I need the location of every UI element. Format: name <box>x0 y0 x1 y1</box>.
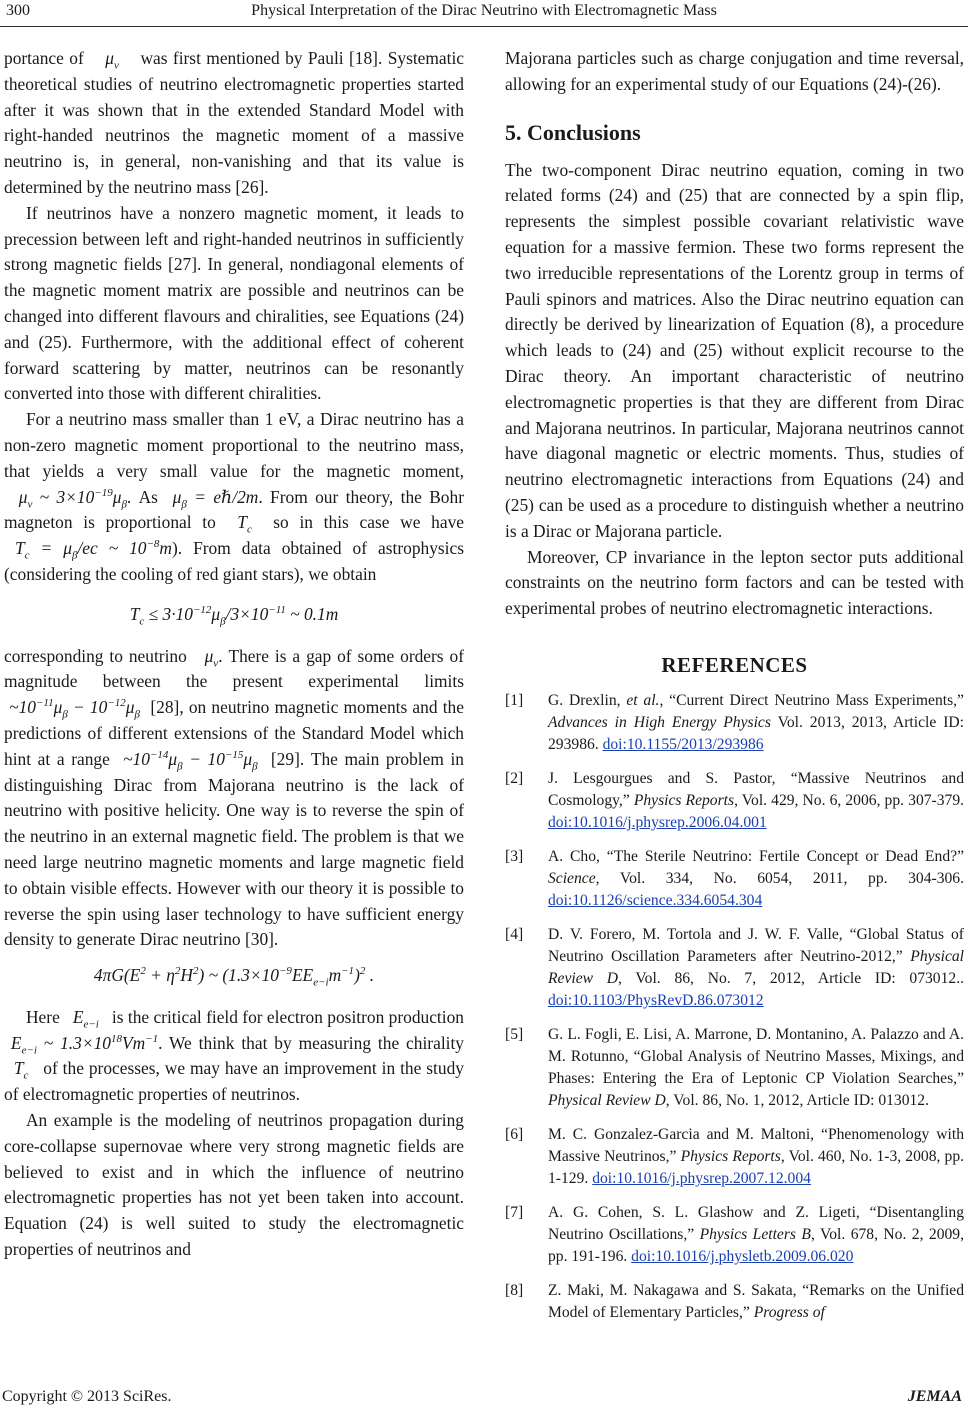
page-header <box>0 0 968 30</box>
equation-energy-density: $4\pi G(E^2 + \eta^2H^2)$ ~ $(1.3\times 10^{-9}EE_{e-i}m^{-1})^2$ . <box>93 965 375 989</box>
reference-text: Z. Maki, M. Nakagawa and S. Sakata, “Remarks on the Unified Model of Elementary Particles,” <box>548 1281 964 1321</box>
reference-text: , Vol. 86, No. 1, 2012, Article ID: 013012. <box>665 1091 929 1109</box>
paragraph: corresponding to neutrino $\mu_\nu$. There is a gap of some orders of magnitude between the present experimental limits $\sim 10^{-11}\mu_\beta - 10^{-12}\mu_\beta$ [28], on neutrino magnetic moments and the predictions of different extensions of the Standard Model which hint at a range $\sim 10^{-14}\mu_\beta - 10^{-15}\mu_\beta$ [29]. The main problem in distinguishing Dirac from Majorana neutrino is the lack of neutrino with positive helicity. One way is to reverse the spin of the neutrino in an external magnetic field. The problem is that we need large neutrino magnetic moments and large magnetic field to obtain visible effects. However with our theory it is possible to reverse the spin using laser technology to have sufficient energy density to generate Dirac neutrino [30]. <box>4 645 465 950</box>
reference-italic: Advances in High Energy Physics <box>548 713 771 731</box>
reference-text: , Vol. 334, No. 6054, 2011, pp. 304-306. <box>595 869 964 887</box>
reference-item <box>505 1202 964 1268</box>
reference-text: J. Lesgourgues and S. Pastor, “Massive Neutrinos and Cosmology,” <box>548 769 964 809</box>
reference-number: [1] <box>505 691 524 709</box>
reference-italic: Physical Review D <box>548 1091 666 1109</box>
reference-italic: Physics Reports <box>680 1147 781 1165</box>
reference-number: [2] <box>505 769 524 787</box>
reference-italic: et al. <box>626 691 660 709</box>
paragraph: The two-component Dirac neutrino equation, coming in two related forms (24) and (25) that are connected by a spin flip, represents the simplest possible covariant relativistic wave equation for a massive fermion. These two forms represent the two irreducible representations of the Lorentz group in terms of Pauli spinors and matrices. Also the Dirac neutrino equation can directly be derived by linearization of Equation (8), a procedure which leads to (24) and (25) without explicit recourse to the Dirac theory. An important characteristic of neutrino electromagnetic properties is that they are different from Dirac and Majorana neutrinos. In particular, Majorana neutrinos cannot have diagonal magnetic or electric moments. Thus, studies of neutrino electromagnetic interactions from Equations (24) and (25) can be used as a procedure to distinguish whether a neutrino is a Dirac or Majorana particle. <box>505 159 964 541</box>
reference-item <box>505 690 964 756</box>
reference-italic: Science <box>548 869 596 887</box>
copyright-notice: Copyright © 2013 SciRes. <box>2 1388 172 1405</box>
running-title: Physical Interpretation of the Dirac Neutrino with Electromagnetic Mass <box>251 2 717 19</box>
doi-link[interactable]: doi:10.1103/PhysRevD.86.073012 <box>548 991 764 1009</box>
reference-text: G. Drexlin, <box>548 691 627 709</box>
paragraph: Majorana particles such as charge conjugation and time reversal, allowing for an experimental study of our Equations (24)-(26). <box>505 48 964 94</box>
equation-tc-bound: $T_c \le 3\cdot 10^{-12}\mu_\beta/3\times 10^{-11}$ ~ 0.1m <box>129 603 339 628</box>
doi-link[interactable]: doi:10.1016/j.physrep.2006.04.001 <box>548 813 767 831</box>
reference-text: , “Current Direct Neutrino Mass Experiments,” <box>659 691 964 709</box>
header-divider <box>0 26 968 27</box>
reference-text: G. L. Fogli, E. Lisi, A. Marrone, D. Montanino, A. Palazzo and A. M. Rotunno, “Global Analysis of Neutrino Masses, Mixings, and Phases: Entering the Era of Leptonic CP Violation Searches,” <box>548 1025 964 1087</box>
section-heading: 5. Conclusions <box>505 119 641 145</box>
journal-name: JEMAA <box>907 1388 962 1405</box>
reference-item <box>505 1280 964 1324</box>
reference-italic: Physics Reports <box>633 791 735 809</box>
doi-link[interactable]: doi:10.1016/j.physletb.2009.06.020 <box>631 1247 854 1265</box>
reference-item <box>505 846 964 912</box>
reference-item <box>505 768 964 834</box>
reference-number: [5] <box>505 1025 524 1043</box>
reference-text: , Vol. 429, No. 6, 2006, pp. 307-379. <box>734 791 965 809</box>
doi-link[interactable]: doi:10.1126/science.334.6054.304 <box>548 891 763 909</box>
paragraph: For a neutrino mass smaller than 1 eV, a Dirac neutrino has a non-zero magnetic moment proportional to the neutrino mass, that yields a very small value for the magnetic moment, $\mu_\nu$ ~ $3\times 10^{-19}\mu_\beta$. As $\mu_\beta$ = eℏ/2m. From our theory, the Bohr magneton is proportional to $T_c$ so in this case we have $T_c = \mu_\beta/ec$ ~ $10^{-8}m$). From data obtained of astrophysics (considering the cooling of red giant stars), we obtain <box>4 409 464 584</box>
paragraph: An example is the modeling of neutrinos propagation during core-collapse supernovae where very strong magnetic fields are believed to exist and in which the influence of neutrino electromagnetic properties has not yet been taken into account. Equation (24) is well suited to study the electromagnetic properties of neutrinos and <box>4 1110 464 1260</box>
reference-text: A. G. Cohen, S. L. Glashow and Z. Ligeti, “Disentangling Neutrino Oscillations,” <box>548 1203 964 1243</box>
reference-text: Vol. 2013, 2013, Article ID: 293986. <box>548 713 964 753</box>
right-column <box>505 46 964 1336</box>
reference-number: [4] <box>505 925 524 943</box>
reference-text: A. Cho, “The Sterile Neutrino: Fertile Concept or Dead End?” <box>548 847 964 865</box>
page-footer <box>0 1380 968 1410</box>
doi-link[interactable]: doi:10.1016/j.physrep.2007.12.004 <box>592 1169 811 1187</box>
reference-item <box>505 1024 964 1112</box>
reference-item <box>505 1124 964 1190</box>
references-heading: REFERENCES <box>661 652 808 677</box>
doi-link[interactable]: doi:10.1155/2013/293986 <box>602 735 764 753</box>
left-column <box>4 46 464 1263</box>
reference-text: , Vol. 86, No. 7, 2012, Article ID: 073012.. <box>618 969 964 987</box>
reference-italic: Progress of <box>753 1303 825 1321</box>
paragraph: If neutrinos have a nonzero magnetic moment, it leads to precession between left and right-handed neutrinos in sufficiently strong magnetic fields [27]. In general, nondiagonal elements of the magnetic moment matrix are possible and neutrinos can be changed into different flavours and chiralities, see Equations (24) and (25). Furthermore, with the additional effect of coherent forward scattering by matter, neutrinos can be resonantly converted into those with different chiralities. <box>4 202 464 404</box>
reference-text: , Vol. 678, No. 2, 2009, pp. 191-196. <box>548 1225 965 1265</box>
reference-text: , Vol. 460, No. 1-3, 2008, pp. 1-129. <box>548 1147 965 1187</box>
paragraph: portance of $\mu_\nu$ was first mentioned by Pauli [18]. Systematic theoretical studies of neutrino electromagnetic properties started after it was shown that in the extended Standard Model with right-handed neutrinos the magnetic moment of a massive neutrino is, in general, non-vanishing and that its value is determined by the neutrino mass [26]. <box>4 48 465 197</box>
reference-list <box>505 690 964 1324</box>
reference-text: M. C. Gonzalez-Garcia and M. Maltoni, “Phenomenology with Massive Neutrinos,” <box>548 1125 964 1165</box>
paragraph: Here $E_{e-i}$ is the critical field for electron positron production $E_{e-i}$ ~ $1.3\times 10^{18}Vm^{-1}$. We think that by measuring the chirality $T_c$ of the processes, we may have an improvement in the study of electromagnetic properties of neutrinos. <box>4 1006 465 1105</box>
reference-item <box>505 924 964 1012</box>
reference-number: [8] <box>505 1281 524 1299</box>
reference-number: [7] <box>505 1203 524 1221</box>
reference-italic: Physical Review D <box>548 947 964 987</box>
reference-italic: Physics Letters B <box>699 1225 811 1243</box>
paragraph: Moreover, CP invariance in the lepton sector puts additional constraints on the neutrino form factors and can be tested with experimental probes of neutrino electromagnetic interactions. <box>505 546 964 619</box>
reference-number: [6] <box>505 1125 524 1143</box>
page-number: 300 <box>6 2 30 19</box>
reference-number: [3] <box>505 847 524 865</box>
reference-text: D. V. Forero, M. Tortola and J. W. F. Valle, “Global Status of Neutrino Oscillation Parameters after Neutrino-2012,” <box>548 925 964 965</box>
